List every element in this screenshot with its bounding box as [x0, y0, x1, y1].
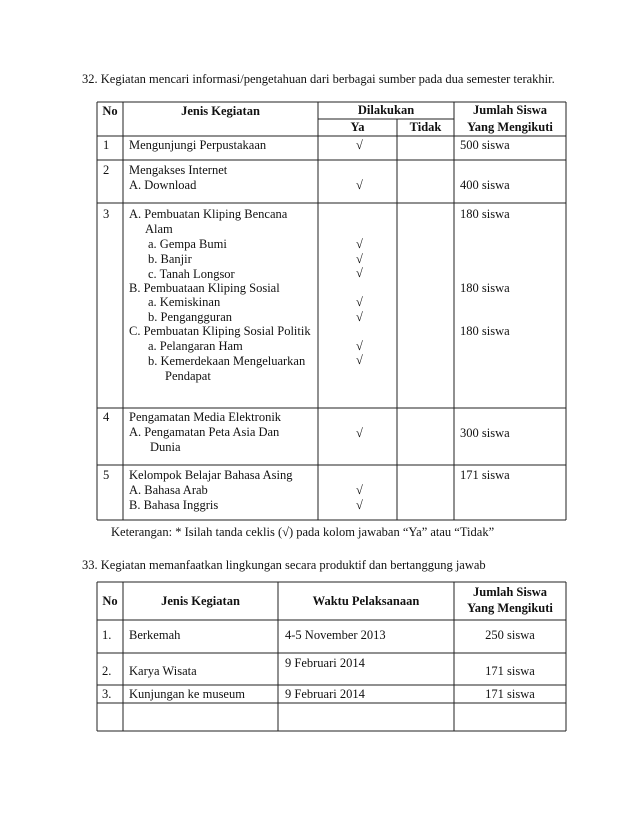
t33-row-2-waktu: 9 Februari 2014 — [285, 656, 365, 670]
t33-row-3-no: 3. — [102, 687, 112, 701]
row-5-ya-check-1: √ — [356, 483, 363, 497]
col-header-dilakukan: Dilakukan — [357, 103, 415, 117]
row-3-ya-check-5: √ — [356, 310, 363, 324]
col-header-jenis-kegiatan: Jenis Kegiatan — [181, 104, 260, 118]
t33-row-3-waktu: 9 Februari 2014 — [285, 687, 365, 701]
row-3-jumlah-1: 180 siswa — [460, 207, 510, 221]
row-4-sub-a-cont: Dunia — [150, 440, 181, 454]
row-3-line-2: Alam — [145, 222, 173, 236]
t33-col-header-no: No — [102, 594, 118, 608]
row-3-line-6: B. Pembuataan Kliping Sosial — [129, 281, 280, 295]
row-1-kegiatan: Mengunjungi Perpustakaan — [129, 138, 267, 152]
row-5-jumlah: 171 siswa — [460, 468, 510, 482]
col-header-no: No — [102, 104, 118, 118]
table-32-note: Keterangan: * Isilah tanda ceklis (√) pada kolom jawaban “Ya” atau “Tidak” — [111, 525, 495, 539]
row-5-ya-check-2: √ — [356, 498, 363, 512]
row-2-ya-check: √ — [356, 178, 363, 192]
row-4-ya-check: √ — [356, 426, 363, 440]
t33-col-header-jumlah-1: Jumlah Siswa — [473, 585, 547, 599]
t33-row-1-no: 1. — [102, 628, 112, 642]
row-3-ya-check-2: √ — [356, 252, 363, 266]
row-3-ya-check-3: √ — [356, 266, 363, 280]
row-5-no: 5 — [103, 468, 110, 482]
row-3-line-4: b. Banjir — [148, 252, 192, 266]
row-1-no: 1 — [103, 138, 110, 152]
row-3-line-1: A. Pembuatan Kliping Bencana — [129, 207, 288, 221]
row-4-kegiatan: Pengamatan Media Elektronik — [129, 410, 282, 424]
col-header-ya: Ya — [350, 120, 365, 134]
col-header-jumlah-1: Jumlah Siswa — [473, 103, 547, 117]
row-5-kegiatan: Kelompok Belajar Bahasa Asing — [129, 468, 293, 482]
t33-row-2-jenis: Karya Wisata — [129, 664, 197, 678]
t33-row-1-jenis: Berkemah — [129, 628, 181, 642]
row-1-jumlah: 500 siswa — [460, 138, 510, 152]
row-3-no: 3 — [103, 207, 110, 221]
row-3-line-3: a. Gempa Bumi — [148, 237, 227, 251]
row-3-line-9: C. Pembuatan Kliping Sosial Politik — [129, 324, 311, 338]
row-2-sub-a: A. Download — [129, 178, 197, 192]
row-3-line-10: a. Pelangaran Ham — [148, 339, 243, 353]
row-4-sub-a: A. Pengamatan Peta Asia Dan — [129, 425, 280, 439]
row-3-ya-check-7: √ — [356, 353, 363, 367]
t33-col-header-jenis: Jenis Kegiatan — [161, 594, 240, 608]
row-2-jumlah: 400 siswa — [460, 178, 510, 192]
row-5-sub-a: A. Bahasa Arab — [129, 483, 208, 497]
row-3-line-5: c. Tanah Longsor — [148, 267, 235, 281]
row-1-ya-check: √ — [356, 138, 363, 152]
row-3-ya-check-1: √ — [356, 237, 363, 251]
row-3-jumlah-3: 180 siswa — [460, 324, 510, 338]
row-3-line-7: a. Kemiskinan — [148, 295, 221, 309]
col-header-jumlah-2: Yang Mengikuti — [467, 120, 553, 134]
row-5-sub-b: B. Bahasa Inggris — [129, 498, 219, 512]
row-3-ya-check-6: √ — [356, 339, 363, 353]
row-2-no: 2 — [103, 163, 110, 177]
t33-col-header-waktu: Waktu Pelaksanaan — [312, 594, 420, 608]
col-header-tidak: Tidak — [409, 120, 442, 134]
t33-row-3-jenis: Kunjungan ke museum — [129, 687, 245, 701]
row-3-ya-check-4: √ — [356, 295, 363, 309]
t33-row-2-jumlah: 171 siswa — [485, 664, 535, 678]
section-33-heading: 33. Kegiatan memanfaatkan lingkungan secara produktif dan bertanggung jawab — [82, 558, 486, 572]
t33-row-3-jumlah: 171 siswa — [485, 687, 535, 701]
row-3-line-8: b. Pengangguran — [148, 310, 233, 324]
t33-row-1-waktu: 4-5 November 2013 — [285, 628, 386, 642]
row-3-jumlah-2: 180 siswa — [460, 281, 510, 295]
t33-row-2-no: 2. — [102, 664, 112, 678]
row-3-line-12: Pendapat — [165, 369, 211, 383]
t33-row-1-jumlah: 250 siswa — [485, 628, 535, 642]
row-4-jumlah: 300 siswa — [460, 426, 510, 440]
row-2-kegiatan: Mengakses Internet — [129, 163, 228, 177]
section-32-heading: 32. Kegiatan mencari informasi/pengetahuan dari berbagai sumber pada dua semester terakhir. — [82, 72, 555, 86]
t33-col-header-jumlah-2: Yang Mengikuti — [467, 601, 553, 615]
row-3-line-11: b. Kemerdekaan Mengeluarkan — [148, 354, 306, 368]
row-4-no: 4 — [103, 410, 110, 424]
